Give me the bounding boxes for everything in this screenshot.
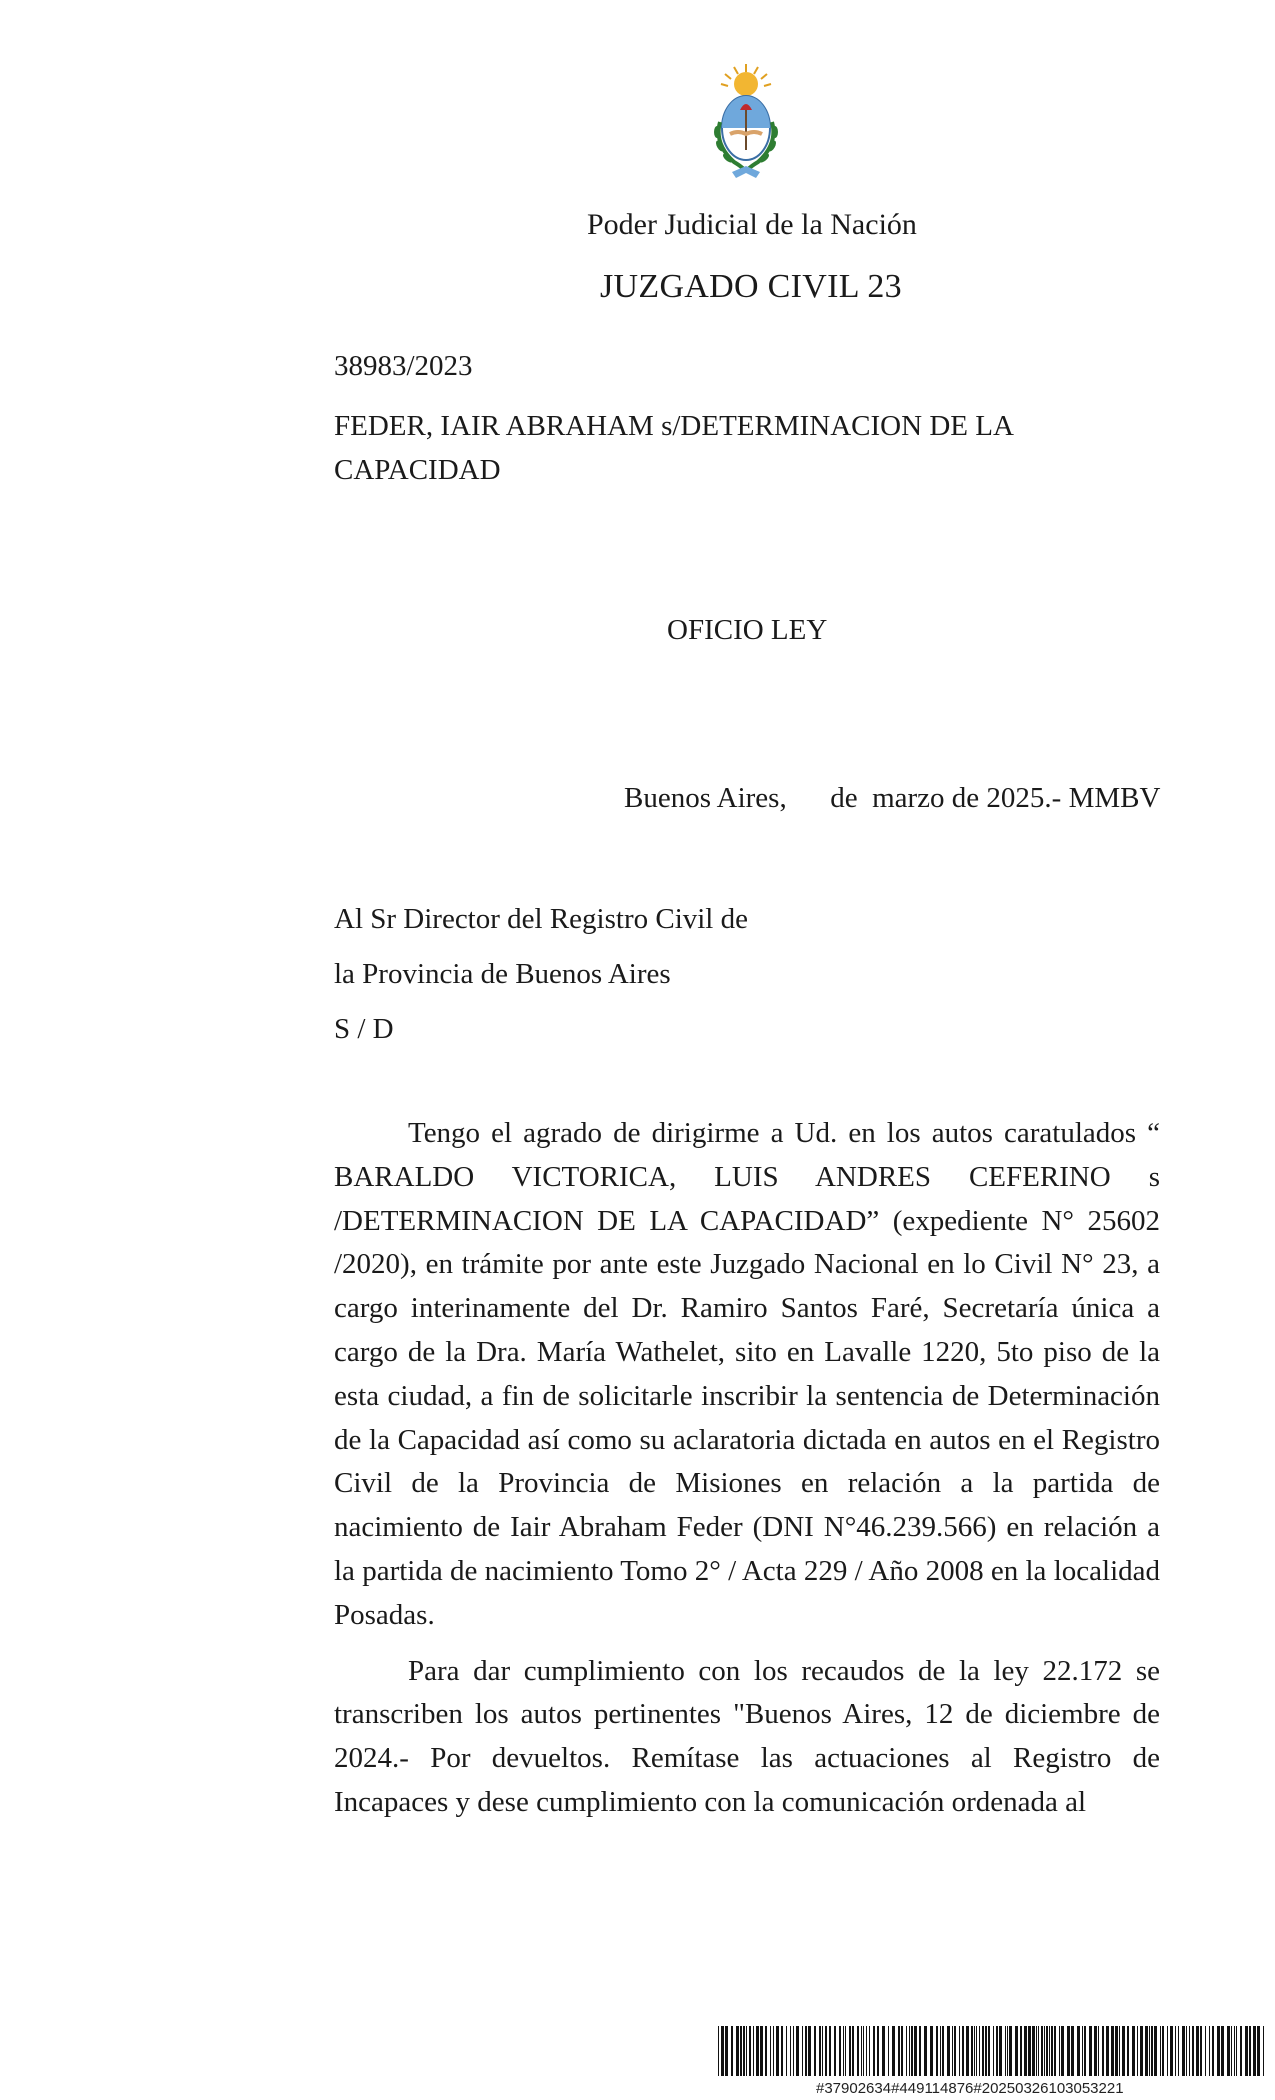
- barcode-bar: [924, 2026, 927, 2076]
- barcode-bar: [898, 2026, 900, 2076]
- barcode-bar: [1145, 2026, 1148, 2076]
- barcode-bar: [731, 2026, 733, 2076]
- barcode-bar: [1032, 2026, 1035, 2076]
- barcode-bar: [861, 2026, 862, 2076]
- barcode-bar: [1049, 2026, 1050, 2076]
- barcode-bar: [1028, 2026, 1031, 2076]
- barcode-bar: [1094, 2026, 1097, 2076]
- barcode-bar: [1119, 2026, 1120, 2076]
- barcode-bar: [906, 2026, 907, 2076]
- barcode-bar: [1122, 2026, 1125, 2076]
- court-name: JUZGADO CIVIL 23: [600, 268, 902, 305]
- barcode-bar: [959, 2026, 960, 2076]
- barcode-bar: [1257, 2026, 1260, 2076]
- barcode-text: #37902634#449114876#20250326103053221: [816, 2080, 1124, 2097]
- barcode-bar: [1054, 2026, 1056, 2076]
- barcode-bar: [1245, 2026, 1248, 2076]
- barcode-bar: [770, 2026, 771, 2076]
- barcode-bar: [1167, 2026, 1168, 2076]
- barcode-bar: [776, 2026, 779, 2076]
- barcode-bar: [866, 2026, 867, 2076]
- barcode-bar: [1249, 2026, 1251, 2076]
- barcode-bar: [962, 2026, 964, 2076]
- barcode-bar: [1024, 2026, 1027, 2076]
- barcode-bar: [743, 2026, 745, 2076]
- barcode-bar: [999, 2026, 1002, 2076]
- barcode-bar: [1077, 2026, 1080, 2076]
- barcode-bar: [1067, 2026, 1070, 2076]
- barcode-bar: [773, 2026, 774, 2076]
- barcode-bars: [712, 2026, 1272, 2078]
- addressee: [334, 892, 748, 1057]
- barcode-bar: [1209, 2026, 1210, 2076]
- barcode-bar: [979, 2026, 980, 2076]
- barcode-bar: [1175, 2026, 1176, 2076]
- barcode-bar: [740, 2026, 742, 2076]
- barcode-bar: [1140, 2026, 1143, 2076]
- barcode-bar: [819, 2026, 821, 2076]
- document-type: OFICIO LEY: [667, 614, 828, 646]
- barcode-bar: [914, 2026, 917, 2076]
- barcode-bar: [974, 2026, 975, 2076]
- barcode-bar: [892, 2026, 895, 2076]
- case-number: 38983/2023: [334, 350, 473, 382]
- barcode-bar: [1240, 2026, 1242, 2076]
- barcode-bar: [952, 2026, 953, 2076]
- barcode-bar: [1189, 2026, 1190, 2076]
- body-paragraph: Tengo el agrado de dirigirme a Ud. en los autos caratulados “ BARALDO VICTORICA, LUIS ANDRES CEFERINO s /DETERMINACION DE LA CAPACIDAD” (expediente N° 25602 /2020), en trámite por ante este Juzgado Nacional en lo Civil N° 23, a cargo interinamente del Dr. Ramiro Santos Faré, Secretaría única a cargo de la Dra. María Wathelet, sito en Lavalle 1220, 5to piso de la esta ciudad, a fin de solicitarle inscribir la sentencia de Determinación de la Capacidad así como su aclaratoria dictada en autos en el Registro Civil de la Provincia de Misiones en relación a la partida de nacimiento de Iair Abraham Feder (DNI N°46.239.566) en relación a la partida de nacimiento Tomo 2° / Acta 229 / Año 2008 en la localidad Posadas.: [334, 1117, 1160, 1631]
- barcode-bar: [1007, 2026, 1008, 2076]
- barcode-bar: [725, 2026, 728, 2076]
- barcode-bar: [746, 2026, 747, 2076]
- barcode-bar: [736, 2026, 739, 2076]
- barcode-bar: [1151, 2026, 1153, 2076]
- barcode-bar: [1084, 2026, 1086, 2076]
- barcode-bar: [919, 2026, 921, 2076]
- barcode-bar: [1111, 2026, 1114, 2076]
- barcode-bar: [753, 2026, 754, 2076]
- barcode-bar: [942, 2026, 944, 2076]
- barcode-bar: [901, 2026, 903, 2076]
- barcode-bar: [930, 2026, 933, 2076]
- barcode-bar: [993, 2026, 994, 2076]
- barcode-bar: [1205, 2026, 1206, 2076]
- barcode-bar: [1051, 2026, 1053, 2076]
- barcode-bar: [1231, 2026, 1232, 2076]
- barcode-bar: [1186, 2026, 1187, 2076]
- barcode-bar: [849, 2026, 851, 2076]
- addressee-line: Al Sr Director del Registro Civil de: [334, 903, 748, 935]
- barcode-bar: [877, 2026, 879, 2076]
- barcode-bar: [1253, 2026, 1256, 2076]
- barcode-bar: [1038, 2026, 1039, 2076]
- barcode-bar: [805, 2026, 807, 2076]
- barcode-bar: [1170, 2026, 1173, 2076]
- barcode-bar: [954, 2026, 956, 2076]
- barcode-bar: [1200, 2026, 1202, 2076]
- barcode-bar: [1115, 2026, 1118, 2076]
- barcode-bar: [1178, 2026, 1179, 2076]
- barcode-bar: [996, 2026, 998, 2076]
- barcode-bar: [822, 2026, 823, 2076]
- barcode-bar: [1162, 2026, 1164, 2076]
- barcode-bar: [1106, 2026, 1109, 2076]
- barcode-bar: [802, 2026, 803, 2076]
- barcode-bar: [1263, 2026, 1264, 2076]
- barcode-bar: [1221, 2026, 1224, 2076]
- barcode-bar: [765, 2026, 767, 2076]
- barcode-bar: [1192, 2026, 1194, 2076]
- barcode-bar: [786, 2026, 787, 2076]
- barcode-bar: [911, 2026, 913, 2076]
- barcode-bar: [1102, 2026, 1104, 2076]
- date-line: Buenos Aires, de marzo de 2025.- MMBV: [624, 782, 1161, 814]
- barcode-bar: [869, 2026, 870, 2076]
- barcode-bar: [718, 2026, 719, 2076]
- barcode-bar: [852, 2026, 854, 2076]
- barcode-bar: [1015, 2026, 1018, 2076]
- barcode-bar: [947, 2026, 950, 2076]
- barcode-bar: [857, 2026, 859, 2076]
- barcode-bar: [1098, 2026, 1099, 2076]
- barcode-bar: [793, 2026, 794, 2076]
- barcode-bar: [1234, 2026, 1235, 2076]
- barcode-bar: [1046, 2026, 1048, 2076]
- barcode-bar: [756, 2026, 759, 2076]
- barcode-bar: [749, 2026, 751, 2076]
- barcode-bar: [808, 2026, 811, 2076]
- barcode-bar: [1154, 2026, 1157, 2076]
- barcode-bar: [936, 2026, 938, 2076]
- barcode-bar: [873, 2026, 875, 2076]
- barcode-bar: [971, 2026, 973, 2076]
- barcode-bar: [839, 2026, 841, 2076]
- barcode-bar: [1044, 2026, 1045, 2076]
- barcode-bar: [1212, 2026, 1214, 2076]
- barcode-bar: [825, 2026, 827, 2076]
- addressee-line: S / D: [334, 1013, 394, 1045]
- barcode-bar: [796, 2026, 799, 2076]
- barcode-bar: [1217, 2026, 1220, 2076]
- barcode-bar: [1127, 2026, 1129, 2076]
- barcode-bar: [760, 2026, 763, 2076]
- barcode-bar: [1036, 2026, 1037, 2076]
- barcode-bar: [845, 2026, 846, 2076]
- barcode-bar: [1071, 2026, 1074, 2076]
- barcode-bar: [1132, 2026, 1135, 2076]
- barcode-bar: [781, 2026, 783, 2076]
- barcode-bar: [888, 2026, 889, 2076]
- barcode-bar: [863, 2026, 864, 2076]
- letter-body: [334, 1112, 1160, 1837]
- barcode-bar: [976, 2026, 977, 2076]
- barcode-bar: [1089, 2026, 1092, 2076]
- barcode-bar: [1041, 2026, 1043, 2076]
- body-paragraph: Para dar cumplimiento con los recaudos de la ley 22.172 se transcriben los autos pertinentes "Buenos Aires, 12 de diciembre de 2024.- Por devueltos. Remítase las actuaciones al Registro de Incapaces y dese cumplimiento con la comunicación ordenada al: [334, 1654, 1160, 1818]
- barcode-bar: [1020, 2026, 1022, 2076]
- barcode-bar: [1227, 2026, 1230, 2076]
- barcode-bar: [909, 2026, 910, 2076]
- barcode-bar: [721, 2026, 724, 2076]
- barcode-bar: [988, 2026, 990, 2076]
- barcode-bar: [882, 2026, 885, 2076]
- barcode-bar: [790, 2026, 791, 2076]
- barcode-bar: [829, 2026, 831, 2076]
- barcode-bar: [985, 2026, 987, 2076]
- barcode-bar: [834, 2026, 836, 2076]
- barcode-bar: [843, 2026, 844, 2076]
- case-title: FEDER, IAIR ABRAHAM s/DETERMINACION DE LA CAPACIDAD: [334, 410, 1013, 486]
- barcode-bar: [1082, 2026, 1083, 2076]
- barcode-bar: [1196, 2026, 1199, 2076]
- barcode-bar: [940, 2026, 941, 2076]
- barcode-bar: [1137, 2026, 1138, 2076]
- barcode: [712, 2026, 1272, 2098]
- addressee-line: la Provincia de Buenos Aires: [334, 958, 671, 990]
- barcode-bar: [1059, 2026, 1060, 2076]
- barcode-bar: [966, 2026, 969, 2076]
- institution-name: Poder Judicial de la Nación: [587, 208, 917, 241]
- barcode-bar: [1005, 2026, 1006, 2076]
- barcode-bar: [1182, 2026, 1185, 2076]
- coat-of-arms-icon: [704, 62, 788, 184]
- barcode-bar: [1236, 2026, 1237, 2076]
- barcode-bar: [982, 2026, 984, 2076]
- barcode-bar: [814, 2026, 816, 2076]
- barcode-bar: [1061, 2026, 1064, 2076]
- barcode-bar: [1160, 2026, 1161, 2076]
- barcode-bar: [1149, 2026, 1150, 2076]
- barcode-bar: [1009, 2026, 1012, 2076]
